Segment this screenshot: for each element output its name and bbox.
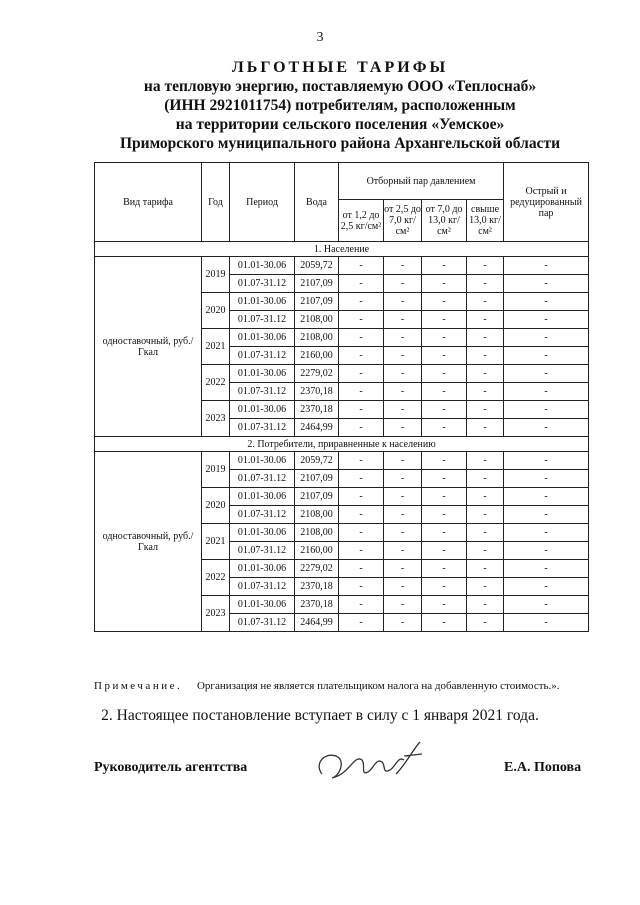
period-cell: 01.01-30.06 — [230, 257, 295, 275]
dash-cell: - — [384, 419, 422, 437]
section-title: 2. Потребители, приравненные к населению — [95, 437, 589, 452]
dash-cell: - — [504, 293, 589, 311]
dash-cell: - — [339, 329, 384, 347]
header-water: Вода — [295, 163, 339, 242]
dash-cell: - — [384, 614, 422, 632]
header-year: Год — [202, 163, 230, 242]
water-cell: 2464,99 — [295, 419, 339, 437]
water-cell: 2108,00 — [295, 329, 339, 347]
dash-cell: - — [339, 488, 384, 506]
dash-cell: - — [339, 419, 384, 437]
period-cell: 01.01-30.06 — [230, 596, 295, 614]
dash-cell: - — [384, 311, 422, 329]
dash-cell: - — [422, 560, 467, 578]
period-cell: 01.01-30.06 — [230, 560, 295, 578]
period-cell: 01.07-31.12 — [230, 578, 295, 596]
period-cell: 01.07-31.12 — [230, 614, 295, 632]
year-cell: 2023 — [202, 596, 230, 632]
dash-cell: - — [339, 596, 384, 614]
dash-cell: - — [339, 401, 384, 419]
dash-cell: - — [339, 257, 384, 275]
table-row — [95, 452, 589, 470]
year-cell: 2023 — [202, 401, 230, 437]
dash-cell: - — [339, 293, 384, 311]
dash-cell: - — [467, 383, 504, 401]
dash-cell: - — [504, 560, 589, 578]
dash-cell: - — [384, 365, 422, 383]
signer-name: Е.А. Попова — [504, 760, 582, 775]
signer-position: Руководитель агентства — [94, 760, 248, 775]
dash-cell: - — [384, 257, 422, 275]
dash-cell: - — [504, 419, 589, 437]
year-cell: 2020 — [202, 488, 230, 524]
water-cell: 2107,09 — [295, 275, 339, 293]
dash-cell: - — [384, 488, 422, 506]
dash-cell: - — [339, 560, 384, 578]
period-cell: 01.07-31.12 — [230, 347, 295, 365]
dash-cell: - — [384, 383, 422, 401]
dash-cell: - — [384, 401, 422, 419]
dash-cell: - — [384, 506, 422, 524]
year-cell: 2019 — [202, 257, 230, 293]
year-cell: 2022 — [202, 365, 230, 401]
dash-cell: - — [467, 578, 504, 596]
dash-cell: - — [422, 596, 467, 614]
dash-cell: - — [504, 524, 589, 542]
handwritten-signature — [310, 734, 430, 794]
dash-cell: - — [384, 329, 422, 347]
dash-cell: - — [467, 329, 504, 347]
header-sharp-steam: Острый и редуцированный пар — [504, 163, 589, 242]
dash-cell: - — [422, 329, 467, 347]
dash-cell: - — [339, 275, 384, 293]
dash-cell: - — [384, 578, 422, 596]
water-cell: 2160,00 — [295, 347, 339, 365]
dash-cell: - — [384, 347, 422, 365]
dash-cell: - — [504, 383, 589, 401]
dash-cell: - — [339, 452, 384, 470]
clause-text: 2. Настоящее постановление вступает в силу с 1 января 2021 года. — [101, 707, 539, 724]
header-steam-3: от 7,0 до 13,0 кг/см² — [422, 200, 467, 242]
title-line-1: ЛЬГОТНЫЕ ТАРИФЫ — [231, 59, 449, 76]
dash-cell: - — [467, 311, 504, 329]
dash-cell: - — [422, 383, 467, 401]
dash-cell: - — [504, 401, 589, 419]
dash-cell: - — [422, 524, 467, 542]
dash-cell: - — [422, 470, 467, 488]
dash-cell: - — [384, 596, 422, 614]
dash-cell: - — [422, 257, 467, 275]
dash-cell: - — [467, 452, 504, 470]
dash-cell: - — [384, 293, 422, 311]
section-row — [95, 242, 589, 257]
dash-cell: - — [384, 470, 422, 488]
header-steam-4: свыше 13,0 кг/см² — [467, 200, 504, 242]
table-row — [95, 257, 589, 275]
dash-cell: - — [339, 470, 384, 488]
dash-cell: - — [339, 347, 384, 365]
header-steam: Отборный пар давлением — [339, 163, 504, 200]
dash-cell: - — [422, 488, 467, 506]
period-cell: 01.01-30.06 — [230, 329, 295, 347]
period-cell: 01.01-30.06 — [230, 452, 295, 470]
period-cell: 01.07-31.12 — [230, 470, 295, 488]
title-line-3: (ИНН 2921011754) потребителям, расположенным — [164, 97, 516, 114]
year-cell: 2021 — [202, 524, 230, 560]
tariff-body — [95, 242, 589, 632]
dash-cell: - — [467, 293, 504, 311]
period-cell: 01.01-30.06 — [230, 293, 295, 311]
dash-cell: - — [504, 347, 589, 365]
section-title: 1. Население — [95, 242, 589, 257]
year-cell: 2022 — [202, 560, 230, 596]
dash-cell: - — [339, 524, 384, 542]
period-cell: 01.07-31.12 — [230, 275, 295, 293]
dash-cell: - — [504, 275, 589, 293]
tariff-table — [94, 162, 589, 632]
header-period: Период — [230, 163, 295, 242]
dash-cell: - — [504, 365, 589, 383]
section-row — [95, 437, 589, 452]
dash-cell: - — [339, 365, 384, 383]
dash-cell: - — [467, 560, 504, 578]
period-cell: 01.01-30.06 — [230, 401, 295, 419]
header-tariff-type: Вид тарифа — [95, 163, 202, 242]
water-cell: 2059,72 — [295, 452, 339, 470]
water-cell: 2108,00 — [295, 506, 339, 524]
dash-cell: - — [422, 293, 467, 311]
dash-cell: - — [384, 524, 422, 542]
header-steam-1: от 1,2 до 2,5 кг/см² — [339, 200, 384, 242]
page-number: 3 — [316, 30, 324, 45]
dash-cell: - — [422, 365, 467, 383]
document-title — [60, 58, 620, 153]
period-cell: 01.01-30.06 — [230, 365, 295, 383]
dash-cell: - — [467, 614, 504, 632]
water-cell: 2107,09 — [295, 293, 339, 311]
dash-cell: - — [467, 401, 504, 419]
dash-cell: - — [384, 560, 422, 578]
dash-cell: - — [339, 542, 384, 560]
dash-cell: - — [504, 578, 589, 596]
water-cell: 2370,18 — [295, 596, 339, 614]
tariff-type-cell: одноставочный, руб./Гкал — [95, 257, 202, 437]
dash-cell: - — [504, 257, 589, 275]
dash-cell: - — [504, 488, 589, 506]
dash-cell: - — [504, 542, 589, 560]
dash-cell: - — [504, 596, 589, 614]
dash-cell: - — [467, 347, 504, 365]
year-cell: 2020 — [202, 293, 230, 329]
dash-cell: - — [422, 419, 467, 437]
dash-cell: - — [339, 578, 384, 596]
dash-cell: - — [467, 470, 504, 488]
title-line-5: Приморского муниципального района Архангельской области — [119, 135, 561, 152]
water-cell: 2160,00 — [295, 542, 339, 560]
dash-cell: - — [339, 383, 384, 401]
period-cell: 01.07-31.12 — [230, 542, 295, 560]
dash-cell: - — [384, 452, 422, 470]
dash-cell: - — [467, 596, 504, 614]
period-cell: 01.01-30.06 — [230, 524, 295, 542]
dash-cell: - — [504, 329, 589, 347]
dash-cell: - — [422, 401, 467, 419]
water-cell: 2108,00 — [295, 311, 339, 329]
dash-cell: - — [339, 311, 384, 329]
period-cell: 01.07-31.12 — [230, 506, 295, 524]
dash-cell: - — [384, 542, 422, 560]
dash-cell: - — [467, 542, 504, 560]
water-cell: 2370,18 — [295, 401, 339, 419]
dash-cell: - — [504, 614, 589, 632]
dash-cell: - — [504, 470, 589, 488]
dash-cell: - — [467, 257, 504, 275]
dash-cell: - — [467, 488, 504, 506]
dash-cell: - — [467, 419, 504, 437]
dash-cell: - — [467, 506, 504, 524]
water-cell: 2279,02 — [295, 365, 339, 383]
tariff-type-cell: одноставочный, руб./Гкал — [95, 452, 202, 632]
dash-cell: - — [339, 506, 384, 524]
water-cell: 2108,00 — [295, 524, 339, 542]
dash-cell: - — [422, 311, 467, 329]
period-cell: 01.07-31.12 — [230, 383, 295, 401]
dash-cell: - — [467, 524, 504, 542]
dash-cell: - — [422, 347, 467, 365]
dash-cell: - — [422, 452, 467, 470]
water-cell: 2107,09 — [295, 488, 339, 506]
year-cell: 2021 — [202, 329, 230, 365]
dash-cell: - — [467, 275, 504, 293]
dash-cell: - — [422, 275, 467, 293]
dash-cell: - — [339, 614, 384, 632]
note — [94, 680, 594, 692]
note-text: Организация не является плательщиком налога на добавленную стоимость.». — [196, 680, 560, 692]
header-steam-2: от 2,5 до 7,0 кг/см² — [384, 200, 422, 242]
water-cell: 2107,09 — [295, 470, 339, 488]
title-line-4: на территории сельского поселения «Уемское» — [175, 116, 505, 133]
dash-cell: - — [467, 365, 504, 383]
dash-cell: - — [504, 452, 589, 470]
water-cell: 2279,02 — [295, 560, 339, 578]
water-cell: 2370,18 — [295, 383, 339, 401]
water-cell: 2464,99 — [295, 614, 339, 632]
title-line-2: на тепловую энергию, поставляемую ООО «Теплоснаб» — [143, 78, 537, 95]
year-cell: 2019 — [202, 452, 230, 488]
water-cell: 2370,18 — [295, 578, 339, 596]
dash-cell: - — [422, 614, 467, 632]
dash-cell: - — [422, 506, 467, 524]
dash-cell: - — [504, 506, 589, 524]
note-label: Примечание. — [94, 680, 183, 692]
dash-cell: - — [422, 542, 467, 560]
period-cell: 01.07-31.12 — [230, 311, 295, 329]
dash-cell: - — [422, 578, 467, 596]
period-cell: 01.01-30.06 — [230, 488, 295, 506]
dash-cell: - — [504, 311, 589, 329]
water-cell: 2059,72 — [295, 257, 339, 275]
period-cell: 01.07-31.12 — [230, 419, 295, 437]
dash-cell: - — [384, 275, 422, 293]
